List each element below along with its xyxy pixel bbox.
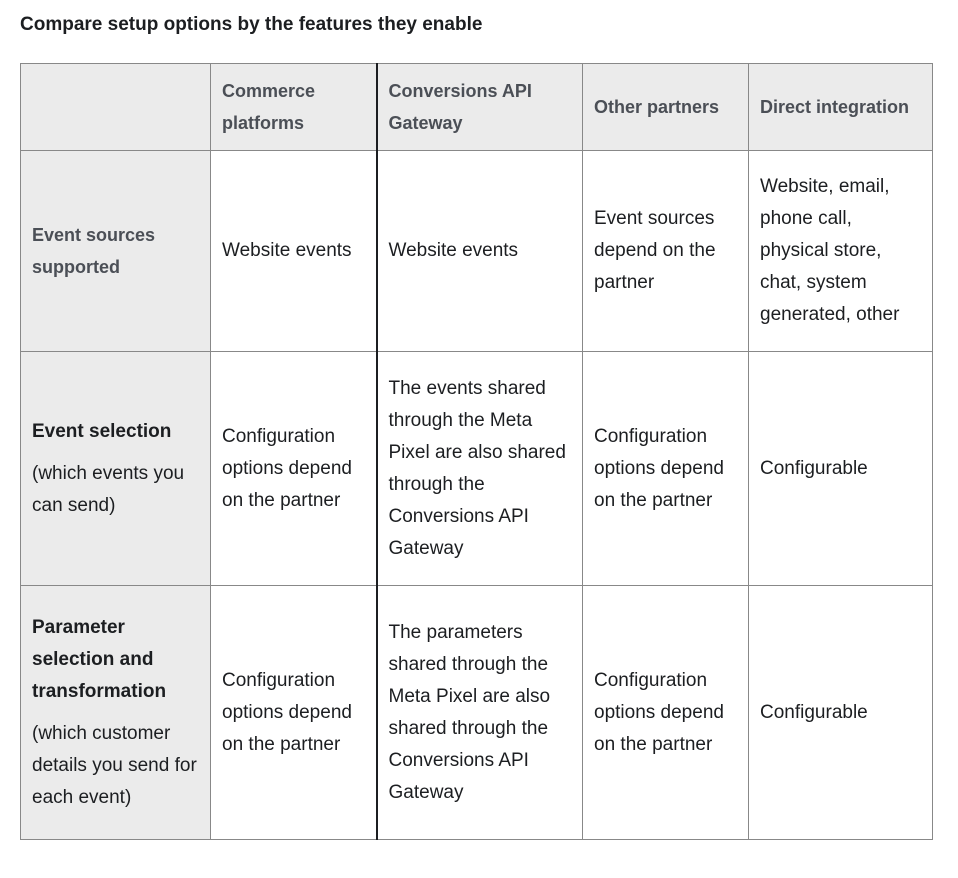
table-cell: Configuration options depend on the partner (583, 352, 749, 586)
row-label-title: Event selection (32, 420, 172, 442)
table-cell: Event sources depend on the partner (583, 151, 749, 352)
table-cell: Website events (377, 151, 583, 352)
row-label-parameter-selection (21, 586, 211, 840)
table-header-row (21, 64, 933, 151)
table-cell: The events shared through the Meta Pixel are also shared through the Conversions API Gateway (377, 352, 583, 586)
row-label-note: (which events you can send) (32, 462, 185, 516)
table-cell: Configuration options depend on the partner (211, 586, 377, 840)
header-direct-integration: Direct integration (749, 64, 933, 151)
table-cell: Configuration options depend on the partner (583, 586, 749, 840)
table-cell: Configuration options depend on the partner (211, 352, 377, 586)
page-title: Compare setup options by the features they enable (20, 14, 483, 35)
table-row (21, 151, 933, 352)
table-row (21, 352, 933, 586)
row-label-title: Parameter selection and transformation (32, 616, 167, 702)
row-label-event-selection (21, 352, 211, 586)
table-row (21, 586, 933, 840)
row-label-note: (which customer details you send for each event) (32, 722, 197, 808)
table-cell: Configurable (749, 352, 933, 586)
table-cell: The parameters shared through the Meta Pixel are also shared through the Conversions API Gateway (377, 586, 583, 840)
table-cell: Website, email, phone call, physical store, chat, system generated, other (749, 151, 933, 352)
comparison-table (20, 63, 933, 840)
row-label-event-sources: Event sources supported (21, 151, 211, 352)
table-cell: Configurable (749, 586, 933, 840)
header-other-partners: Other partners (583, 64, 749, 151)
header-conversions-api-gateway: Conversions API Gateway (377, 64, 583, 151)
header-commerce-platforms: Commerce platforms (211, 64, 377, 151)
table-cell: Website events (211, 151, 377, 352)
header-cell-empty (21, 64, 211, 151)
